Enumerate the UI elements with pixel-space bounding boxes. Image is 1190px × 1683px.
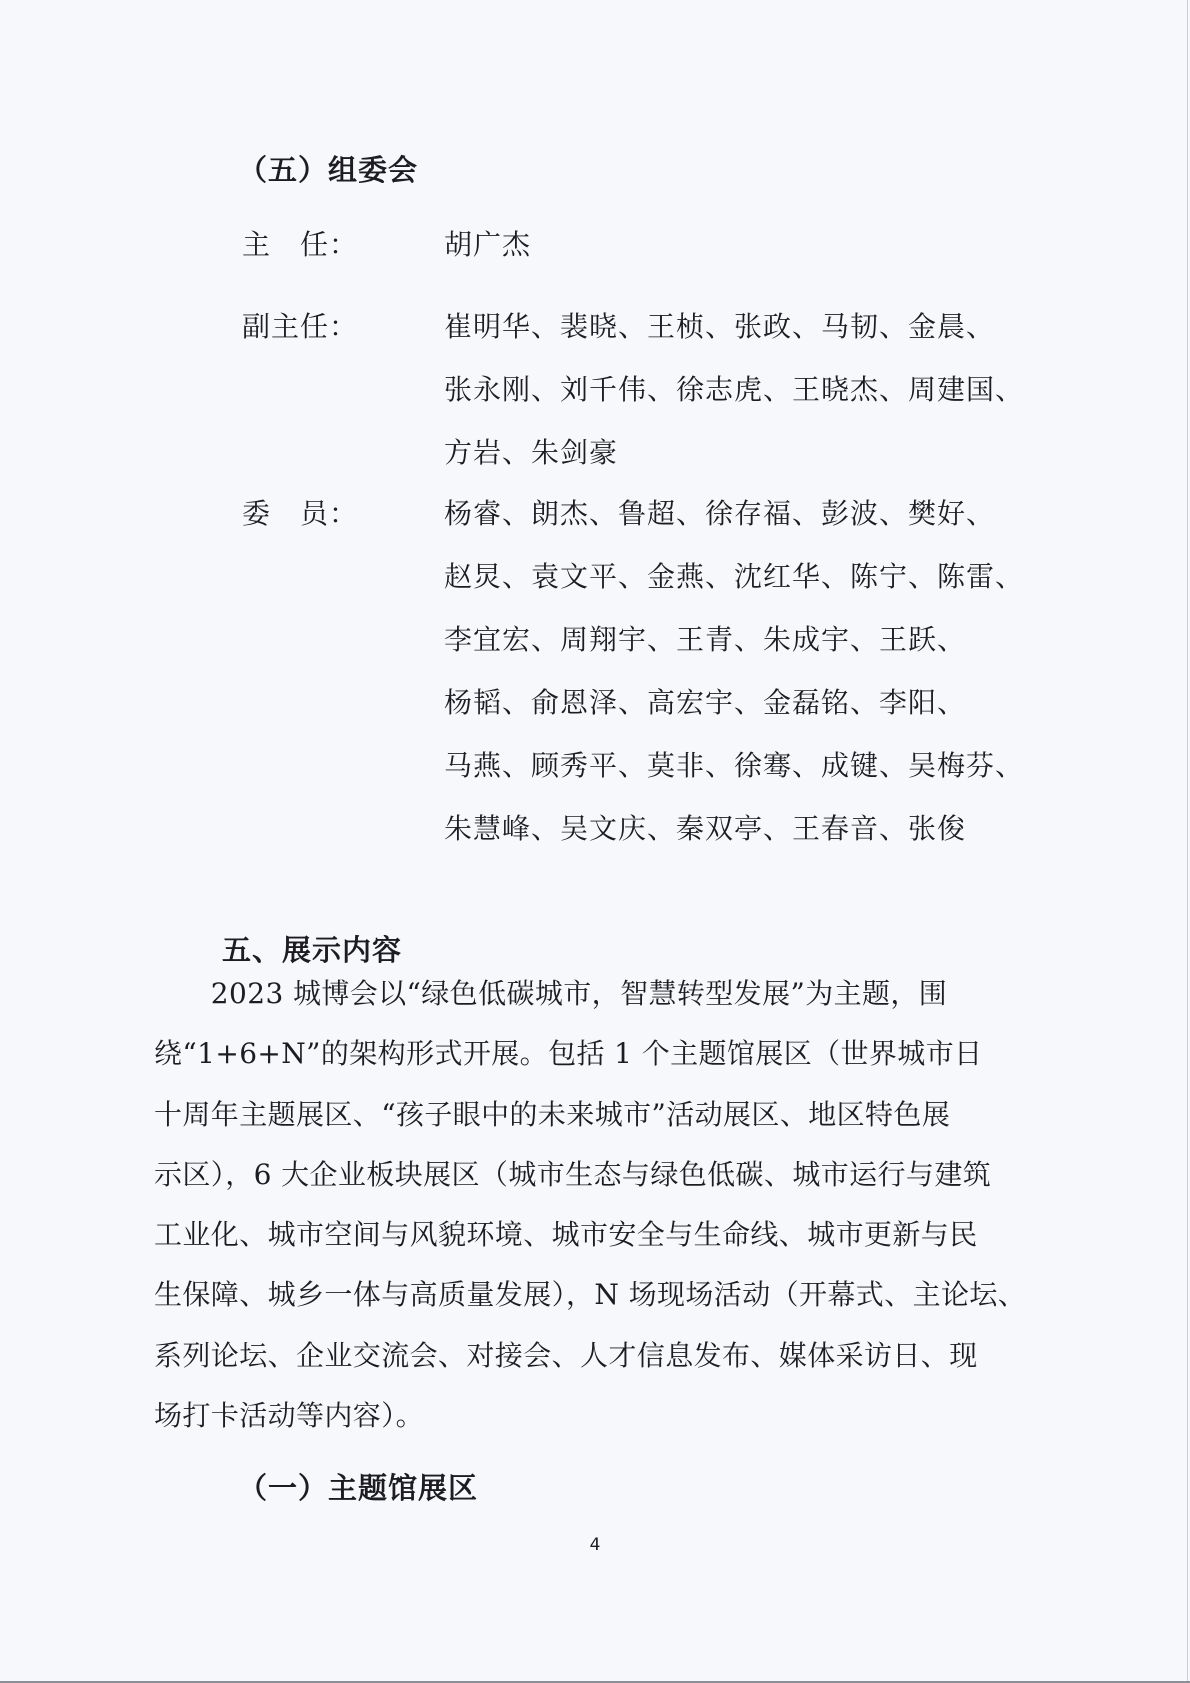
member-name-line: 李宜宏、周翔宇、王青、朱成宇、王跃、 (444, 623, 967, 656)
subsection-heading-theme-pavilion: （一）主题馆展区 (238, 1471, 479, 1505)
exhibition-paragraph (154, 974, 1027, 1456)
director-label: 主 任： (242, 228, 359, 261)
paragraph-line: 绕“1+6+N”的架构形式开展。包括 1 个主题馆展区（世界城市日 (154, 1037, 983, 1071)
vice-name-line: 张永刚、刘千伟、徐志虎、王晓杰、周建国、 (444, 373, 1025, 406)
section-heading-organizing-committee: （五）组委会 (238, 153, 419, 187)
paragraph-line: 2023 城博会以“绿色低碳城市，智慧转型发展”为主题，围 (154, 977, 948, 1010)
paragraph-line: 工业化、城市空间与风貌环境、城市安全与生命线、城市更新与民 (154, 1218, 978, 1252)
paragraph-line: 场打卡活动等内容）。 (154, 1399, 425, 1433)
paragraph-line: 生保障、城乡一体与高质量发展），N 场现场活动（开幕式、主论坛、 (154, 1278, 1027, 1312)
member-name-line: 朱慧峰、吴文庆、秦双亭、王春音、张俊 (444, 812, 967, 845)
director-names (444, 223, 1004, 286)
paragraph-line: 系列论坛、企业交流会、对接会、人才信息发布、媒体采访日、现 (154, 1338, 978, 1372)
section-heading-exhibition-content: 五、展示内容 (222, 933, 403, 967)
vice-name-line: 方岩、朱剑豪 (444, 436, 619, 469)
vice-director-names (444, 305, 1025, 494)
member-names (444, 492, 1025, 870)
member-name-line: 赵炅、袁文平、金燕、沈红华、陈宁、陈雷、 (444, 560, 1025, 593)
member-name-line: 马燕、顾秀平、莫非、徐骞、成键、吴梅芬、 (444, 749, 1025, 782)
vice-name-line: 崔明华、裴晓、王桢、张政、马韧、金晨、 (444, 310, 996, 343)
scan-edge-right (1187, 0, 1188, 1683)
member-name-line: 杨韬、俞恩泽、高宏宇、金磊铭、李阳、 (444, 686, 967, 719)
vice-director-label: 副主任： (242, 310, 359, 343)
director-name-line: 胡广杰 (444, 228, 532, 261)
page-number: 4 (589, 1535, 601, 1555)
paragraph-line: 十周年主题展区、“孩子眼中的未来城市”活动展区、地区特色展 (154, 1097, 951, 1131)
member-name-line: 杨睿、朗杰、鲁超、徐存福、彭波、樊好、 (444, 497, 996, 530)
paragraph-line: 示区），6 大企业板块展区（城市生态与绿色低碳、城市运行与建筑 (154, 1157, 992, 1191)
members-label: 委 员： (242, 497, 359, 530)
